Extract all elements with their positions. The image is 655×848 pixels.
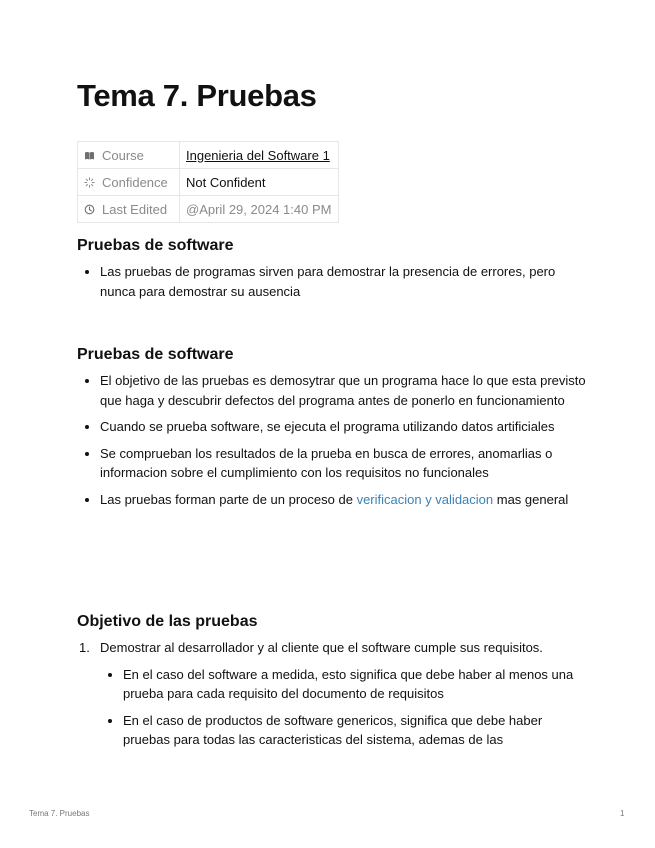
property-value-cell[interactable] xyxy=(180,142,339,169)
property-key-cell xyxy=(78,142,180,169)
footer-page-number: 1 xyxy=(620,809,625,818)
property-key-last-edited: Last Edited xyxy=(102,201,168,217)
property-row-last-edited xyxy=(78,196,339,223)
property-value-last-edited: @April 29, 2024 1:40 PM xyxy=(180,196,339,223)
book-icon xyxy=(84,150,95,161)
list-item xyxy=(77,444,587,483)
list-number: 1. xyxy=(79,640,90,655)
page-title: Tema 7. Pruebas xyxy=(77,78,317,113)
property-row-course xyxy=(78,142,339,169)
list-item-text: En el caso de productos de software genericos, significa que debe haber pruebas para todas las caracteristicas del sistema, ademas de las xyxy=(123,712,543,747)
section-heading: Pruebas de software xyxy=(77,346,234,363)
nested-bullet-list xyxy=(100,665,587,750)
list-item xyxy=(77,371,587,410)
property-key-course: Course xyxy=(102,147,144,163)
section-pruebas-de-software-2 xyxy=(77,346,587,509)
property-key-cell xyxy=(78,169,180,196)
course-link[interactable]: Ingenieria del Software 1 xyxy=(186,147,330,163)
list-item xyxy=(77,490,587,510)
clock-icon xyxy=(84,204,95,215)
section-heading: Objetivo de las pruebas xyxy=(77,613,258,630)
section-objetivo-de-las-pruebas xyxy=(77,613,587,750)
list-item xyxy=(100,711,587,750)
bullet-list xyxy=(77,262,587,301)
property-key-confidence: Confidence xyxy=(102,174,168,190)
footer-document-title: Tema 7. Pruebas xyxy=(29,809,90,818)
property-value-confidence[interactable]: Not Confident xyxy=(180,169,339,196)
list-item-text: Demostrar al desarrollador y al cliente que el software cumple sus requisitos. xyxy=(100,640,543,655)
numbered-list xyxy=(77,638,587,750)
list-item xyxy=(77,262,587,301)
list-item-text-prefix: Las pruebas forman parte de un proceso de xyxy=(100,491,357,507)
list-item xyxy=(77,417,587,437)
section-pruebas-de-software-1 xyxy=(77,237,587,301)
list-item xyxy=(100,665,587,704)
list-item-text: Las pruebas de programas sirven para demostrar la presencia de errores, pero nunca para demostrar su ausencia xyxy=(100,264,556,299)
list-item-text-suffix: mas general xyxy=(493,491,569,507)
property-row-confidence xyxy=(78,169,339,196)
bullet-list xyxy=(77,371,587,509)
section-heading: Pruebas de software xyxy=(77,237,234,254)
list-item-text: En el caso del software a medida, esto significa que debe haber al menos una prueba para cada requisito del documento de requisitos xyxy=(123,666,574,701)
property-key-cell xyxy=(78,196,180,223)
spinner-icon xyxy=(84,177,95,188)
list-item-text: Cuando se prueba software, se ejecuta el programa utilizando datos artificiales xyxy=(100,419,555,434)
list-item-text: Se comprueban los resultados de la prueba en busca de errores, anomarlias o informacion sobre el cumplimiento con los requisitos no funcionales xyxy=(100,445,553,480)
verificacion-validacion-link[interactable]: verificacion y validacion xyxy=(356,491,494,507)
list-item-text: El objetivo de las pruebas es demosytrar que un programa hace lo que esta previsto que haga y descubrir defectos del programa antes de ponerlo en funcionamiento xyxy=(100,373,586,408)
properties-table xyxy=(77,141,339,223)
numbered-list-item xyxy=(77,638,587,750)
